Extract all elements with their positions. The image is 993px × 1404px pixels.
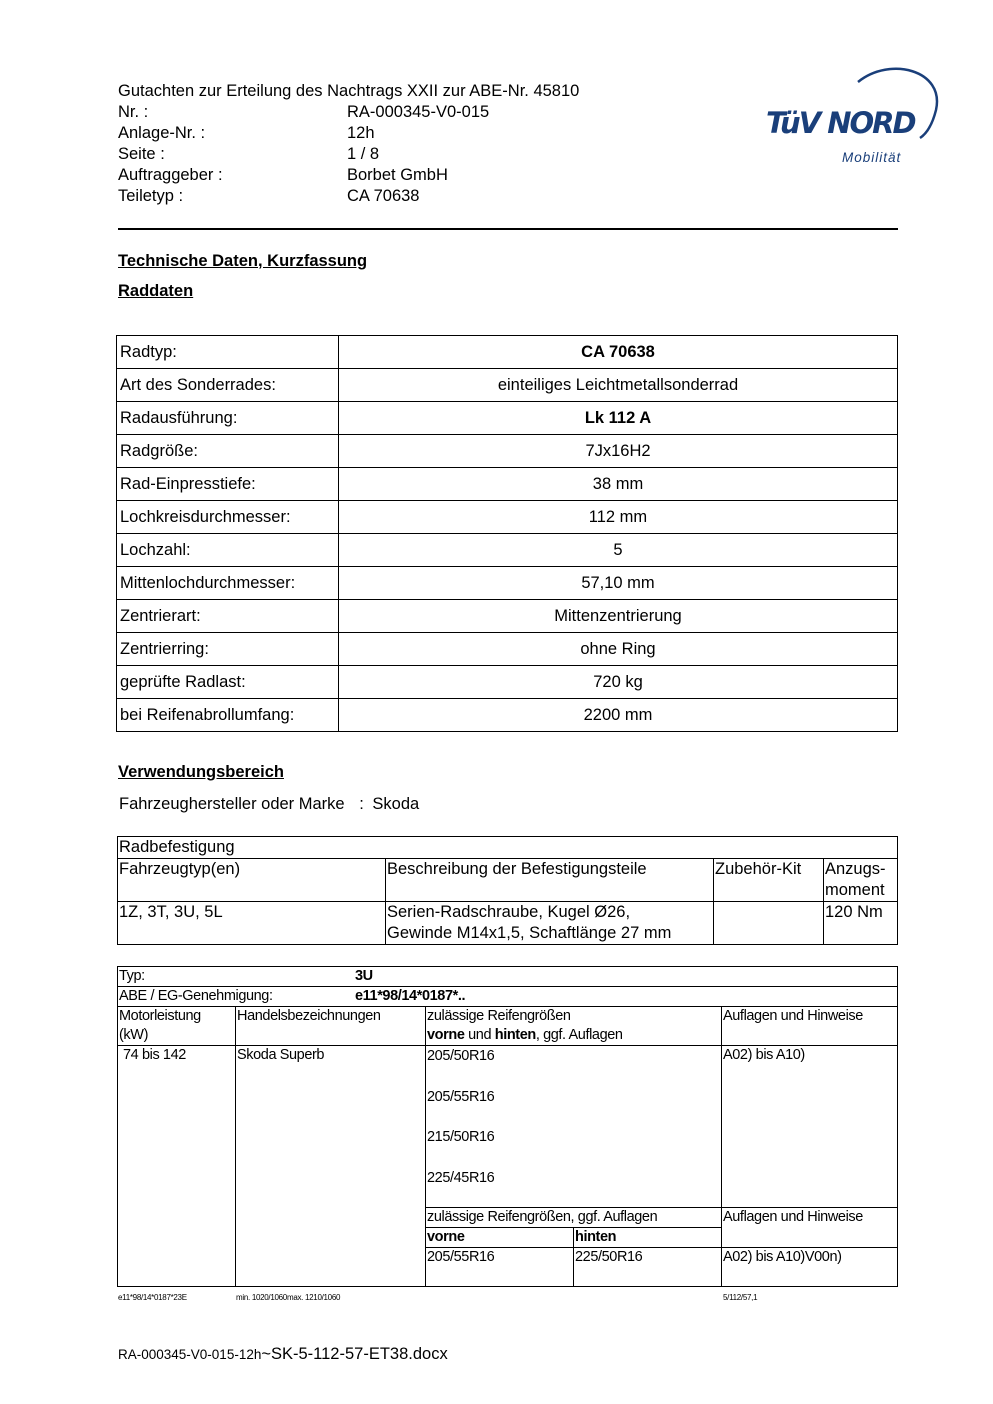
cell-auflagen-2: A02) bis A10)V00n) [722, 1248, 898, 1287]
reifen-size: 205/50R16 [427, 1048, 495, 1064]
header-motorleistung-line2: (kW) [119, 1027, 148, 1043]
row-label: geprüfte Radlast: [117, 666, 339, 699]
footnote-masse: min. 1020/1060max. 1210/1060 [236, 1293, 341, 1302]
table-row [117, 435, 898, 468]
header-anzugsmoment-line2: moment [825, 881, 885, 899]
section-heading-verwendung: Verwendungsbereich [118, 763, 284, 781]
row-value: CA 70638 [339, 336, 898, 369]
verwendung-line [119, 795, 419, 814]
table-header-row [118, 859, 898, 902]
header-field-value: 12h [347, 124, 375, 142]
row-label: Mittenlochdurchmesser: [117, 567, 339, 600]
row-value: ohne Ring [339, 633, 898, 666]
row-value: 38 mm [339, 468, 898, 501]
header-field-label: Anlage-Nr. : [118, 124, 206, 142]
header-fahrzeugtyp: Fahrzeugtyp(en) [118, 859, 386, 902]
cell-beschreibung-line1: Serien-Radschraube, Kugel Ø26, [387, 903, 631, 921]
row-label: bei Reifenabrollumfang: [117, 699, 339, 732]
table-row [117, 534, 898, 567]
header-reifengroessen [426, 1007, 722, 1046]
header-field-label: Seite : [118, 145, 165, 163]
reifen-size: 215/50R16 [427, 1129, 495, 1145]
cell-reifengroessen [426, 1046, 722, 1208]
abe-value: e11*98/14*0187*.. [355, 988, 466, 1004]
tuv-nord-logo [760, 60, 945, 170]
table-row [118, 967, 898, 987]
header-anzugsmoment-line1: Anzugs- [825, 860, 886, 878]
header-ggf: , ggf. Auflagen [535, 1027, 623, 1043]
row-label: Radtyp: [117, 336, 339, 369]
header-zubehoer-kit: Zubehör-Kit [714, 859, 824, 902]
row-value: 57,10 mm [339, 567, 898, 600]
header-hinten: hinten [494, 1027, 536, 1043]
header-field-value: 1 / 8 [347, 145, 380, 163]
header-field [118, 165, 579, 186]
row-value: 112 mm [339, 501, 898, 534]
header-handelsbezeichnungen: Handelsbezeichnungen [236, 1007, 426, 1046]
header2-hinten: hinten [574, 1228, 722, 1248]
typ-row [118, 967, 898, 987]
cell-motorleistung: 74 bis 142 [118, 1046, 236, 1287]
verwendung-separator: : [359, 795, 364, 813]
table-row [118, 1046, 898, 1208]
header-field-label: Teiletyp : [118, 187, 184, 205]
cell-beschreibung-line2: Gewinde M14x1,5, Schaftlänge 27 mm [387, 924, 672, 942]
footer-prefix: RA-000345-V0-015-12h [118, 1347, 262, 1362]
row-label: Radgröße: [117, 435, 339, 468]
radbefestigung-table [117, 836, 898, 945]
logo-brand: TüV NORD [766, 106, 915, 140]
header-field-value: RA-000345-V0-015 [347, 103, 490, 121]
row-label: Lochzahl: [117, 534, 339, 567]
section-heading-raddaten: Raddaten [118, 282, 194, 300]
cell-auflagen: A02) bis A10) [722, 1046, 898, 1208]
typ-label: Typ: [119, 968, 145, 984]
verwendung-value: Skoda [372, 795, 420, 813]
header-field [118, 186, 579, 207]
cell-anzugsmoment: 120 Nm [824, 902, 898, 945]
row-value: Mittenzentrierung [339, 600, 898, 633]
header2-reifengroessen: zulässige Reifengrößen, ggf. Auflagen [426, 1208, 722, 1228]
abe-row [118, 987, 898, 1007]
row-label: Zentrierart: [117, 600, 339, 633]
header2-vorne: vorne [426, 1228, 574, 1248]
table-row [117, 369, 898, 402]
raddaten-table [116, 335, 898, 732]
row-label: Art des Sonderrades: [117, 369, 339, 402]
table-row [117, 666, 898, 699]
cell-handelsbezeichnung: Skoda Superb [236, 1046, 426, 1287]
typ-value: 3U [355, 968, 373, 984]
row-label: Rad-Einpresstiefe: [117, 468, 339, 501]
header-divider [118, 228, 898, 230]
header-vorne: vorne [427, 1027, 465, 1043]
verwendung-label: Fahrzeughersteller oder Marke [119, 795, 345, 813]
footnote-lochbild: 5/112/57,1 [723, 1293, 758, 1302]
table-row [117, 567, 898, 600]
footer-filename [118, 1345, 448, 1364]
header2-auflagen: Auflagen und Hinweise [722, 1208, 898, 1248]
table-header-row [118, 1007, 898, 1046]
cell-vorne: 205/55R16 [426, 1248, 574, 1287]
reifen-size: 225/45R16 [427, 1169, 495, 1186]
row-value: Lk 112 A [339, 402, 898, 435]
header-title: Gutachten zur Erteilung des Nachtrags XXII zur ABE-Nr. 45810 [118, 82, 580, 100]
table-row [118, 987, 898, 1007]
header-auflagen: Auflagen und Hinweise [722, 1007, 898, 1046]
header-motorleistung [118, 1007, 236, 1046]
table-row [117, 402, 898, 435]
row-label: Lochkreisdurchmesser: [117, 501, 339, 534]
footer-suffix: ~SK-5-112-57-ET38.docx [261, 1345, 448, 1363]
cell-zubehoer-kit [714, 902, 824, 945]
header-reifengroessen-line2 [427, 1026, 720, 1045]
header-field-label: Nr. : [118, 103, 149, 121]
section-heading-technische: Technische Daten, Kurzfassung [118, 252, 368, 270]
radbefestigung-title: Radbefestigung [118, 837, 898, 859]
fahrzeugtyp-table [117, 966, 898, 1287]
table-row [117, 633, 898, 666]
row-value: 720 kg [339, 666, 898, 699]
cell-beschreibung [386, 902, 714, 945]
table-row [117, 501, 898, 534]
logo-subtitle: Mobilität [842, 150, 902, 165]
footnote-genehmigung: e11*98/14*0187*23E [118, 1293, 187, 1302]
header-field [118, 102, 579, 123]
reifen-size: 205/55R16 [427, 1088, 495, 1105]
table-row [117, 468, 898, 501]
table-row [118, 837, 898, 859]
header-beschreibung: Beschreibung der Befestigungsteile [386, 859, 714, 902]
document-header [118, 81, 579, 207]
cell-hinten: 225/50R16 [574, 1248, 722, 1287]
row-value: 5 [339, 534, 898, 567]
header-field-value: Borbet GmbH [347, 166, 448, 184]
header-field-value: CA 70638 [347, 187, 420, 205]
row-label: Zentrierring: [117, 633, 339, 666]
abe-label: ABE / EG-Genehmigung: [119, 988, 273, 1004]
row-label: Radausführung: [117, 402, 339, 435]
header-reifengroessen-line1: zulässige Reifengrößen [427, 1008, 571, 1024]
header-und: und [464, 1027, 495, 1043]
header-field-label: Auftraggeber : [118, 166, 223, 184]
header-field [118, 144, 579, 165]
table-row [117, 600, 898, 633]
header-motorleistung-line1: Motorleistung [119, 1008, 201, 1024]
row-value: 7Jx16H2 [339, 435, 898, 468]
row-value: einteiliges Leichtmetallsonderrad [339, 369, 898, 402]
table-row [118, 902, 898, 945]
header-anzugsmoment [824, 859, 898, 902]
cell-fahrzeugtyp: 1Z, 3T, 3U, 5L [118, 902, 386, 945]
row-value: 2200 mm [339, 699, 898, 732]
table-row [117, 336, 898, 369]
header-field [118, 123, 579, 144]
table-row [117, 699, 898, 732]
